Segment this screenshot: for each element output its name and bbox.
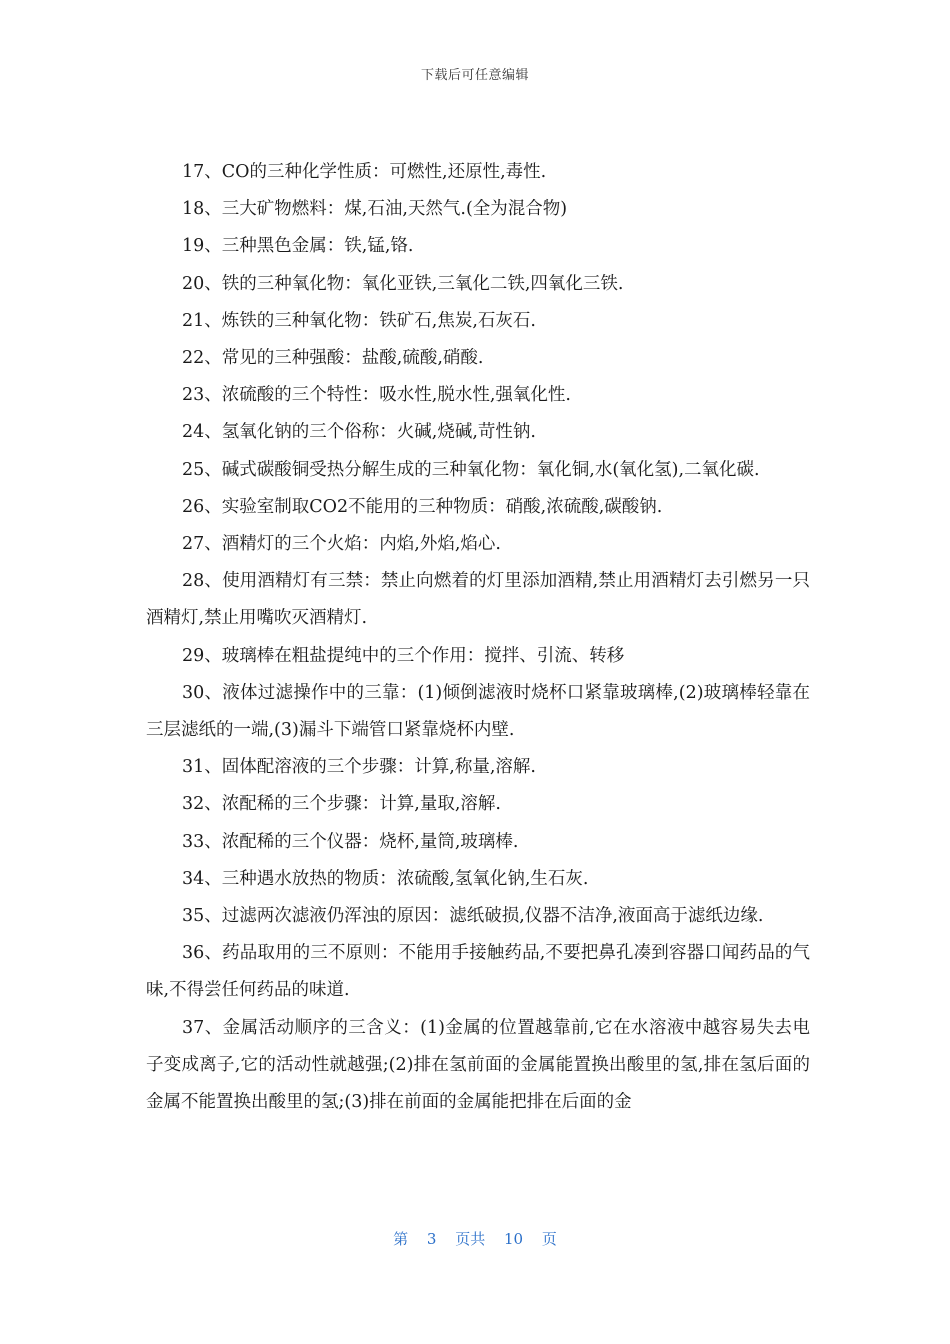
paragraph-30: 30、液体过滤操作中的三靠：(1)倾倒滤液时烧杯口紧靠玻璃棒,(2)玻璃棒轻靠在三层滤纸的一端,(3)漏斗下端管口紧靠烧杯内壁. [146, 682, 810, 741]
footer-prefix: 第 [393, 1230, 409, 1248]
paragraph-36: 36、药品取用的三不原则：不能用手接触药品,不要把鼻孔凑到容器口闻药品的气味,不得尝任何药品的味道. [146, 943, 810, 1001]
paragraph-23: 23、浓硫酸的三个特性：吸水性,脱水性,强氧化性. [182, 385, 571, 406]
paragraph-18: 18、三大矿物燃料：煤,石油,天然气.(全为混合物) [182, 199, 568, 220]
paragraph-37: 37、金属活动顺序的三含义：(1)金属的位置越靠前,它在水溶液中越容易失去电子变成离子,它的活动性就越强;(2)排在氢前面的金属能置换出酸里的氢,排在氢后面的金属不能置换出酸里的氢;(3)排在前面的金属能把排在后面的金 [146, 1017, 810, 1113]
paragraph-20: 20、铁的三种氧化物：氧化亚铁,三氧化二铁,四氧化三铁. [182, 273, 624, 294]
paragraph-29: 29、玻璃棒在粗盐提纯中的三个作用：搅拌、引流、转移 [182, 645, 625, 666]
paragraph-34: 34、三种遇水放热的物质：浓硫酸,氢氧化钠,生石灰. [182, 868, 589, 889]
paragraph-31: 31、固体配溶液的三个步骤：计算,称量,溶解. [182, 757, 536, 778]
footer-middle: 页共 [455, 1230, 486, 1248]
footer-total-pages: 10 [504, 1230, 524, 1248]
page-header: 下载后可任意编辑 [420, 68, 529, 83]
paragraph-17: 17、CO的三种化学性质：可燃性,还原性,毒性. [182, 162, 547, 182]
paragraph-26: 26、实验室制取CO2不能用的三种物质：硝酸,浓硫酸,碳酸钠. [182, 496, 663, 517]
document-body [146, 154, 810, 1121]
paragraph-22: 22、常见的三种强酸：盐酸,硫酸,硝酸. [182, 348, 484, 369]
footer-current-page: 3 [426, 1230, 437, 1248]
page-number-footer [0, 1228, 950, 1249]
paragraph-28: 28、使用酒精灯有三禁：禁止向燃着的灯里添加酒精,禁止用酒精灯去引燃另一只酒精灯,禁止用嘴吹灭酒精灯. [146, 571, 810, 629]
paragraph-27: 27、酒精灯的三个火焰：内焰,外焰,焰心. [182, 534, 501, 555]
paragraph-19: 19、三种黑色金属：铁,锰,铬. [182, 236, 414, 257]
paragraph-25: 25、碱式碳酸铜受热分解生成的三种氧化物：氧化铜,水(氧化氢),二氧化碳. [182, 459, 760, 480]
paragraph-24: 24、氢氧化钠的三个俗称：火碱,烧碱,苛性钠. [182, 422, 536, 443]
paragraph-33: 33、浓配稀的三个仪器：烧杯,量筒,玻璃棒. [182, 831, 519, 852]
paragraph-35: 35、过滤两次滤液仍浑浊的原因：滤纸破损,仪器不洁净,液面高于滤纸边缘. [182, 906, 764, 927]
footer-suffix: 页 [541, 1230, 557, 1248]
paragraph-21: 21、炼铁的三种氧化物：铁矿石,焦炭,石灰石. [182, 310, 536, 331]
paragraph-32: 32、浓配稀的三个步骤：计算,量取,溶解. [182, 794, 501, 815]
